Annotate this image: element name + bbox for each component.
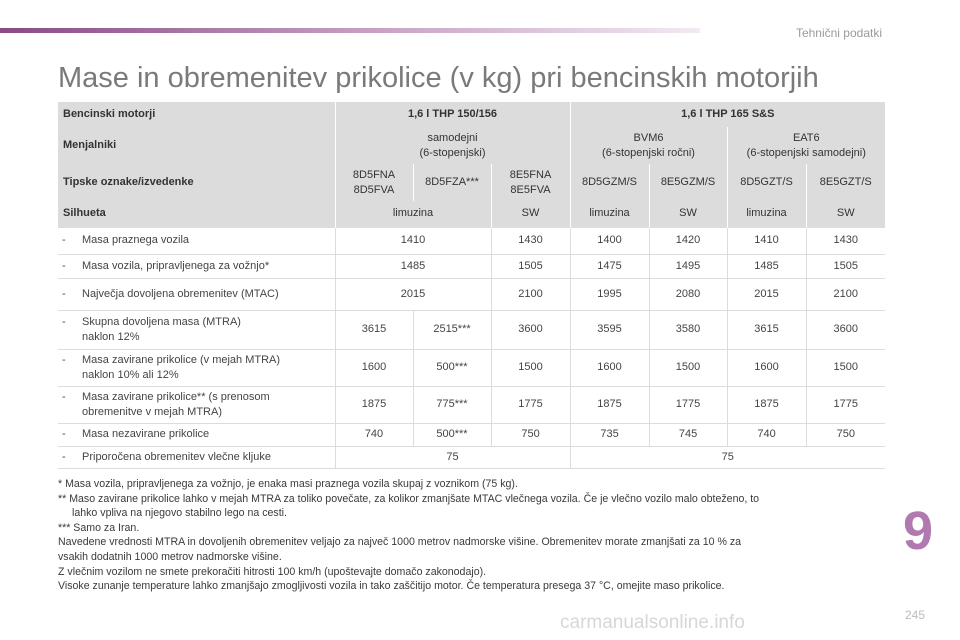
value-cell: 1505 (491, 254, 570, 278)
type-cell: 8D5GZT/S (727, 164, 806, 201)
value-cell: 2015 (727, 278, 806, 310)
row-dash: - (62, 450, 66, 463)
value-cell: 775*** (413, 386, 491, 423)
engine-row (58, 102, 885, 127)
page-title: Mase in obremenitev prikolice (v kg) pri bencinskih motorjih (58, 62, 819, 94)
body-cell: SW (491, 201, 570, 227)
value-cell: 75 (335, 446, 570, 468)
value-cell: 1485 (335, 254, 491, 278)
value-cell: 745 (649, 423, 727, 446)
value-cell: 2100 (806, 278, 885, 310)
row-dash: - (62, 315, 66, 328)
table-row (58, 386, 885, 423)
value-cell: 1400 (570, 227, 649, 254)
footnote: * Masa vozila, pripravljenega za vožnjo, je enaka masi praznega vozila skupaj z voznikom (75 kg). (58, 478, 518, 490)
footnote: ** Maso zavirane prikolice lahko v mejah MTRA za toliko povečate, za kolikor zmanjšate MTAC vlečnega vozila. Če je vlečno vozilo malo obteženo, to (58, 492, 760, 505)
weights-table (58, 102, 885, 469)
value-cell: 1430 (491, 227, 570, 254)
value-cell: 1420 (649, 227, 727, 254)
value-cell: 1410 (727, 227, 806, 254)
type-cell: 8E5GZT/S (806, 164, 885, 201)
type-cell: 8D5FZA*** (413, 164, 491, 201)
types-label: Tipske oznake/izvedenke (58, 164, 335, 201)
row-dash: - (62, 353, 66, 366)
type-cell: 8D5FNA 8D5FVA (335, 164, 413, 201)
type-cell: 8E5FNA 8E5FVA (491, 164, 570, 201)
value-cell: 1875 (570, 386, 649, 423)
chapter-number: 9 (903, 501, 934, 561)
body-cell: SW (806, 201, 885, 227)
value-cell: 2100 (491, 278, 570, 310)
value-cell: 1500 (806, 349, 885, 386)
value-cell: 1410 (335, 227, 491, 254)
value-cell: 750 (491, 423, 570, 446)
body-cell: limuzina (570, 201, 649, 227)
value-cell: 1505 (806, 254, 885, 278)
gearbox-3: EAT6 (6-stopenjski samodejni) (727, 127, 885, 164)
watermark: carmanualsonline.info (560, 612, 745, 633)
value-cell: 1430 (806, 227, 885, 254)
value-cell: 3615 (335, 310, 413, 349)
value-cell: 750 (806, 423, 885, 446)
header-accent-bar (0, 28, 700, 33)
footnote: Visoke zunanje temperature lahko zmanjšajo zmogljivosti vozila in tako zaščitijo motor. Če temperatura presega 37 °C, omejite maso prikolice. (58, 580, 725, 593)
row-label: Masa zavirane prikolice** (s prenosom obremenitve v mejah MTRA) (82, 390, 270, 418)
value-cell: 3595 (570, 310, 649, 349)
footnote: Z vlečnim vozilom ne smete prekoračiti hitrosti 100 km/h (upoštevajte domačo zakonodajo). (58, 565, 487, 578)
engine-1: 1,6 l THP 150/156 (335, 102, 570, 127)
value-cell: 1500 (491, 349, 570, 386)
body-row (58, 201, 885, 227)
footnotes (58, 477, 888, 594)
table-row (58, 446, 885, 468)
page-number: 245 (905, 608, 926, 622)
value-cell: 3600 (491, 310, 570, 349)
value-cell: 2515*** (413, 310, 491, 349)
value-cell: 1500 (649, 349, 727, 386)
type-cell: 8E5GZM/S (649, 164, 727, 201)
row-label: Masa zavirane prikolice (v mejah MTRA) naklon 10% ali 12% (82, 353, 281, 381)
value-cell: 1600 (335, 349, 413, 386)
row-dash: - (62, 390, 66, 403)
row-dash: - (62, 234, 66, 246)
type-cell: 8D5GZM/S (570, 164, 649, 201)
value-cell: 1995 (570, 278, 649, 310)
value-cell: 3600 (806, 310, 885, 349)
value-cell: 1475 (570, 254, 649, 278)
row-label: Priporočena obremenitev vlečne kljuke (82, 450, 271, 463)
row-label: Največja dovoljena obremenitev (MTAC) (82, 287, 279, 300)
value-cell: 1600 (570, 349, 649, 386)
table-row (58, 254, 885, 278)
row-dash: - (62, 259, 66, 272)
row-dash: - (62, 287, 66, 300)
row-label: Skupna dovoljena masa (MTRA) naklon 12% (82, 315, 241, 343)
table-row (58, 349, 885, 386)
value-cell: 75 (570, 446, 885, 468)
types-row (58, 164, 885, 201)
table-row (58, 423, 885, 446)
footnote: Navedene vrednosti MTRA in dovoljenih obremenitev veljajo za največ 1000 metrov nadmorske višine. Obremenitev morate zmanjšati za 10 % za (58, 536, 742, 549)
gearbox-label: Menjalniki (58, 127, 335, 164)
value-cell: 1875 (727, 386, 806, 423)
row-label: Masa vozila, pripravljenega za vožnjo* (82, 259, 270, 272)
row-label: Masa nezavirane prikolice (82, 428, 210, 440)
value-cell: 1495 (649, 254, 727, 278)
body-cell: limuzina (335, 201, 491, 227)
value-cell: 1775 (491, 386, 570, 423)
value-cell: 500*** (413, 349, 491, 386)
footnote: lahko vpliva na njegovo stabilno lego na cesti. (72, 507, 287, 520)
body-cell: limuzina (727, 201, 806, 227)
table-row (58, 227, 885, 254)
gearbox-row (58, 127, 885, 164)
footnote: vsakih dodatnih 1000 metrov nadmorske višine. (58, 550, 282, 563)
value-cell: 1485 (727, 254, 806, 278)
engine-2: 1,6 l THP 165 S&S (570, 102, 885, 127)
engine-label: Bencinski motorji (58, 102, 335, 127)
row-dash: - (62, 428, 66, 440)
body-cell: SW (649, 201, 727, 227)
value-cell: 735 (570, 423, 649, 446)
gearbox-2: BVM6 (6-stopenjski ročni) (570, 127, 727, 164)
value-cell: 3580 (649, 310, 727, 349)
value-cell: 2015 (335, 278, 491, 310)
value-cell: 740 (335, 423, 413, 446)
value-cell: 2080 (649, 278, 727, 310)
footnote: *** Samo za Iran. (58, 521, 140, 534)
value-cell: 1875 (335, 386, 413, 423)
row-label: Masa praznega vozila (82, 234, 190, 246)
value-cell: 1600 (727, 349, 806, 386)
value-cell: 3615 (727, 310, 806, 349)
value-cell: 740 (727, 423, 806, 446)
section-label: Tehnični podatki (795, 26, 882, 40)
value-cell: 1775 (649, 386, 727, 423)
value-cell: 1775 (806, 386, 885, 423)
gearbox-1: samodejni (6-stopenjski) (335, 127, 570, 164)
table-row (58, 278, 885, 310)
value-cell: 500*** (413, 423, 491, 446)
table-row (58, 310, 885, 349)
body-label: Silhueta (58, 201, 335, 227)
